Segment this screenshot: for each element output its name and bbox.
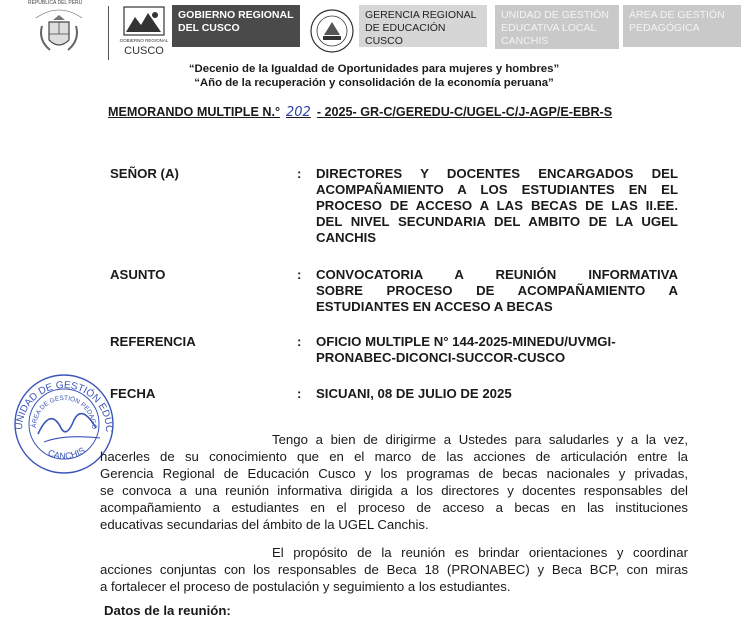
referencia-line: OFICIO MULTIPLE N° 144-2025-MINEDU/UVMGI- — [316, 334, 616, 349]
senor-line: PROCESO DE ACCESO A LAS BECAS DE LAS II.EE. — [316, 198, 678, 213]
header-divider — [108, 6, 109, 60]
gerencia-line-2: DE EDUCACIÓN CUSCO — [365, 22, 446, 47]
senor-value — [316, 166, 678, 246]
paragraph-line: Gerencia Regional de Educación Cusco y los programas de becas nacionales y privadas, — [100, 466, 688, 481]
memo-number: 202 — [286, 105, 311, 120]
senor-colon: : — [297, 166, 302, 181]
senor-line: DEL NIVEL SECUNDARIA DEL AMBITO DE LA UGEL — [316, 214, 678, 229]
area-line-1: ÁREA DE GESTIÓN — [629, 9, 725, 21]
decenio-line: “Decenio de la Igualdad de Oportunidades para mujeres y hombres” — [188, 63, 560, 75]
paragraph-line: acompañamiento a estudiantes en el proceso de acceso a becas en las instituciones — [100, 500, 688, 515]
senor-line: CANCHIS — [316, 230, 377, 245]
paragraph-line: educativas secundarias del ámbito de la UGEL Canchis. — [100, 517, 429, 532]
gobierno-line-1: GOBIERNO REGIONAL — [178, 9, 294, 21]
ugel-line-2: EDUCATIVA LOCAL — [501, 22, 597, 34]
gr-logo-city: CUSCO — [124, 45, 164, 57]
asunto-line: CONVOCATORIA A REUNIÓN INFORMATIVA — [316, 267, 678, 282]
referencia-label: REFERENCIA — [110, 334, 196, 349]
asunto-colon: : — [297, 267, 302, 282]
ugel-line-3: CANCHIS — [501, 35, 549, 47]
asunto-value — [316, 267, 678, 315]
peru-coat-of-arms-icon — [28, 0, 90, 62]
memo-prefix: MEMORANDO MULTIPLE N.° — [108, 105, 281, 119]
senor-line: ACOMPAÑAMIENTO A LOS ESTUDIANTES EN EL — [316, 182, 678, 197]
area-line-2: PEDAGÓGICA — [629, 22, 700, 34]
asunto-line: ESTUDIANTES EN ACCESO A BECAS — [316, 299, 553, 314]
fecha-value: SICUANI, 08 DE JULIO DE 2025 — [316, 386, 512, 401]
stamp-bottom-text: CANCHIS — [46, 445, 87, 462]
datos-heading: Datos de la reunión: — [104, 603, 231, 618]
senor-label: SEÑOR (A) — [110, 166, 179, 181]
paragraph-line: acciones conjuntas con los responsables de Beca 18 (PRONABEC) y Beca BCP, con miras — [100, 562, 688, 577]
paragraph-2 — [100, 544, 688, 595]
area-box — [623, 5, 741, 47]
paragraph-line: Tengo a bien de dirigirme a Ustedes para saludarles y a la vez, — [272, 432, 688, 447]
gr-logo-text: GOBIERNO REGIONAL — [119, 38, 169, 43]
paragraph-line: a fortalecer el proceso de postulación y seguimiento a los estudiantes. — [100, 579, 511, 594]
referencia-colon: : — [297, 334, 302, 349]
memo-suffix: - 2025- GR-C/GEREDU-C/UGEL-C/J-AGP/E-EBR-S — [316, 105, 613, 119]
paragraph-line: se convoca a una reunión informativa dirigida a los directores y docentes responsables del — [100, 483, 688, 498]
paragraph-line: El propósito de la reunión es brindar orientaciones y coordinar — [272, 545, 688, 560]
gerencia-seal-icon — [309, 8, 355, 54]
memo-title — [108, 105, 612, 120]
stamp-outer-text: UNIDAD DE GESTIÓN EDUC — [13, 379, 115, 433]
gobierno-line-2: DEL CUSCO — [178, 22, 240, 34]
asunto-line: SOBRE PROCESO DE ACOMPAÑAMIENTO A — [316, 283, 678, 298]
stamp-inner-text: ÁREA DE GESTIÓN PEDAGÓ — [30, 394, 98, 430]
gobierno-regional-cusco-logo — [119, 5, 169, 57]
referencia-line: PRONABEC-DICONCI-SUCCOR-CUSCO — [316, 350, 566, 365]
referencia-value — [316, 334, 678, 366]
senor-line: DIRECTORES Y DOCENTES ENCARGADOS DEL — [316, 166, 678, 181]
fecha-label: FECHA — [110, 386, 156, 401]
paragraph-1 — [100, 431, 688, 533]
crest-text: REPÚBLICA DEL PERÚ — [28, 0, 83, 6]
gobierno-regional-box — [172, 5, 300, 47]
fecha-colon: : — [297, 386, 302, 401]
asunto-label: ASUNTO — [110, 267, 166, 282]
gerencia-line-1: GERENCIA REGIONAL — [365, 9, 477, 21]
anio-line: “Año de la recuperación y consolidación de la economía peruana” — [194, 77, 554, 89]
paragraph-line: hacerles de su conocimiento que en el marco de las acciones de articulación entre la — [100, 449, 688, 464]
gerencia-regional-box — [359, 5, 487, 47]
ugel-line-1: UNIDAD DE GESTIÓN — [501, 9, 609, 21]
ugel-box — [495, 5, 619, 49]
